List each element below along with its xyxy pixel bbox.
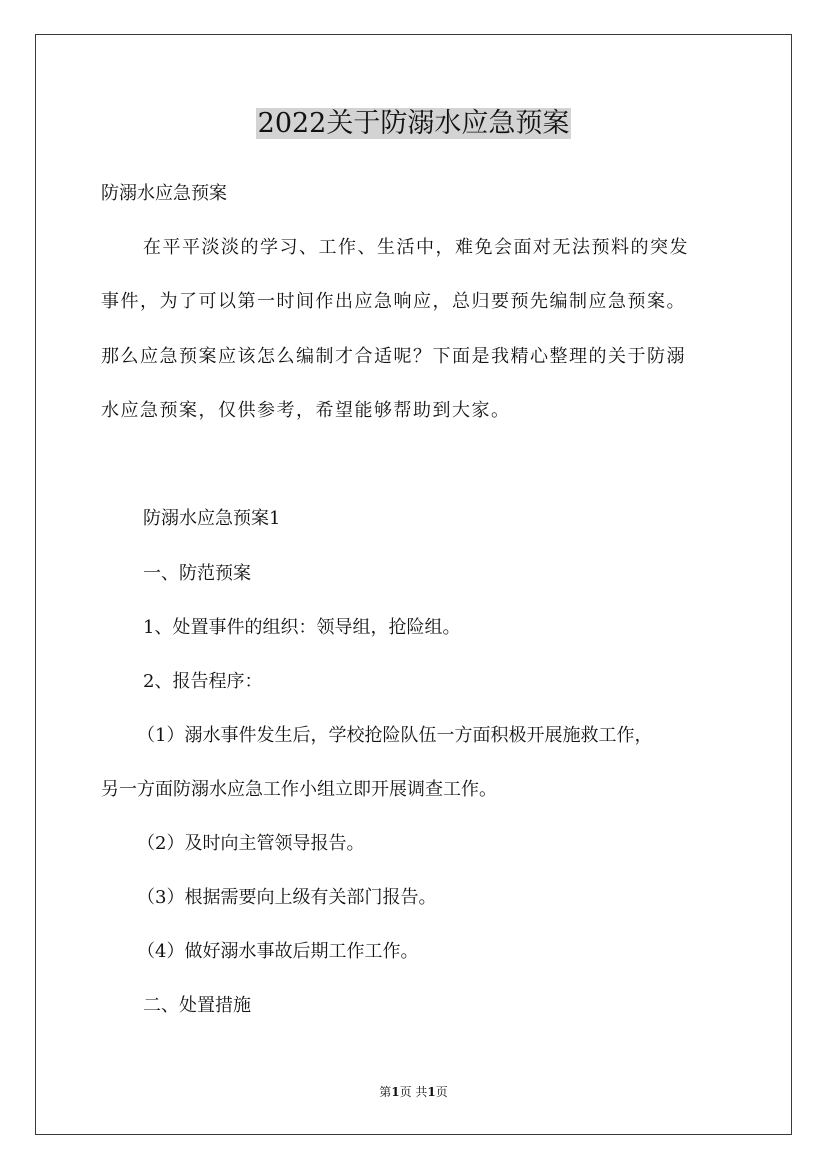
step-4: （4）做好溺水事故后期工作工作。 xyxy=(137,941,419,962)
footer-suffix: 页 xyxy=(435,1085,448,1099)
step-1-line-1: （1）溺水事件发生后，学校抢险队伍一方面积极开展施救工作， xyxy=(137,725,653,746)
step-1-line-2: 另一方面防溺水应急工作小组立即开展调查工作。 xyxy=(101,779,497,800)
section-title: 防溺水应急预案1 xyxy=(143,508,281,529)
intro-line-2: 事件，为了可以第一时间作出应急响应，总归要预先编制应急预案。 xyxy=(101,291,686,312)
intro-line-3: 那么应急预案应该怎么编制才合适呢？下面是我精心整理的关于防溺 xyxy=(101,346,686,367)
part1-heading: 一、防范预案 xyxy=(143,563,251,584)
footer-prefix: 第 xyxy=(379,1085,392,1099)
page-footer xyxy=(0,1083,827,1101)
intro-line-1: 在平平淡淡的学习、工作、生活中，难免会面对无法预料的突发 xyxy=(143,237,689,258)
footer-mid: 页 共 xyxy=(399,1085,428,1099)
item-1: 1、处置事件的组织：领导组，抢险组。 xyxy=(143,617,461,638)
footer-page-number: 1 xyxy=(391,1085,400,1099)
document-title xyxy=(0,102,827,146)
step-3: （3）根据需要向上级有关部门报告。 xyxy=(137,887,437,908)
step-2: （2）及时向主管领导报告。 xyxy=(137,833,365,854)
intro-line-4: 水应急预案，仅供参考，希望能够帮助到大家。 xyxy=(101,400,511,421)
document-subtitle: 防溺水应急预案 xyxy=(101,183,227,204)
footer-page-total: 1 xyxy=(427,1085,436,1099)
document-title-text: 2022关于防溺水应急预案 xyxy=(257,108,570,139)
item-2: 2、报告程序： xyxy=(143,671,263,692)
part2-heading: 二、处置措施 xyxy=(143,995,251,1016)
